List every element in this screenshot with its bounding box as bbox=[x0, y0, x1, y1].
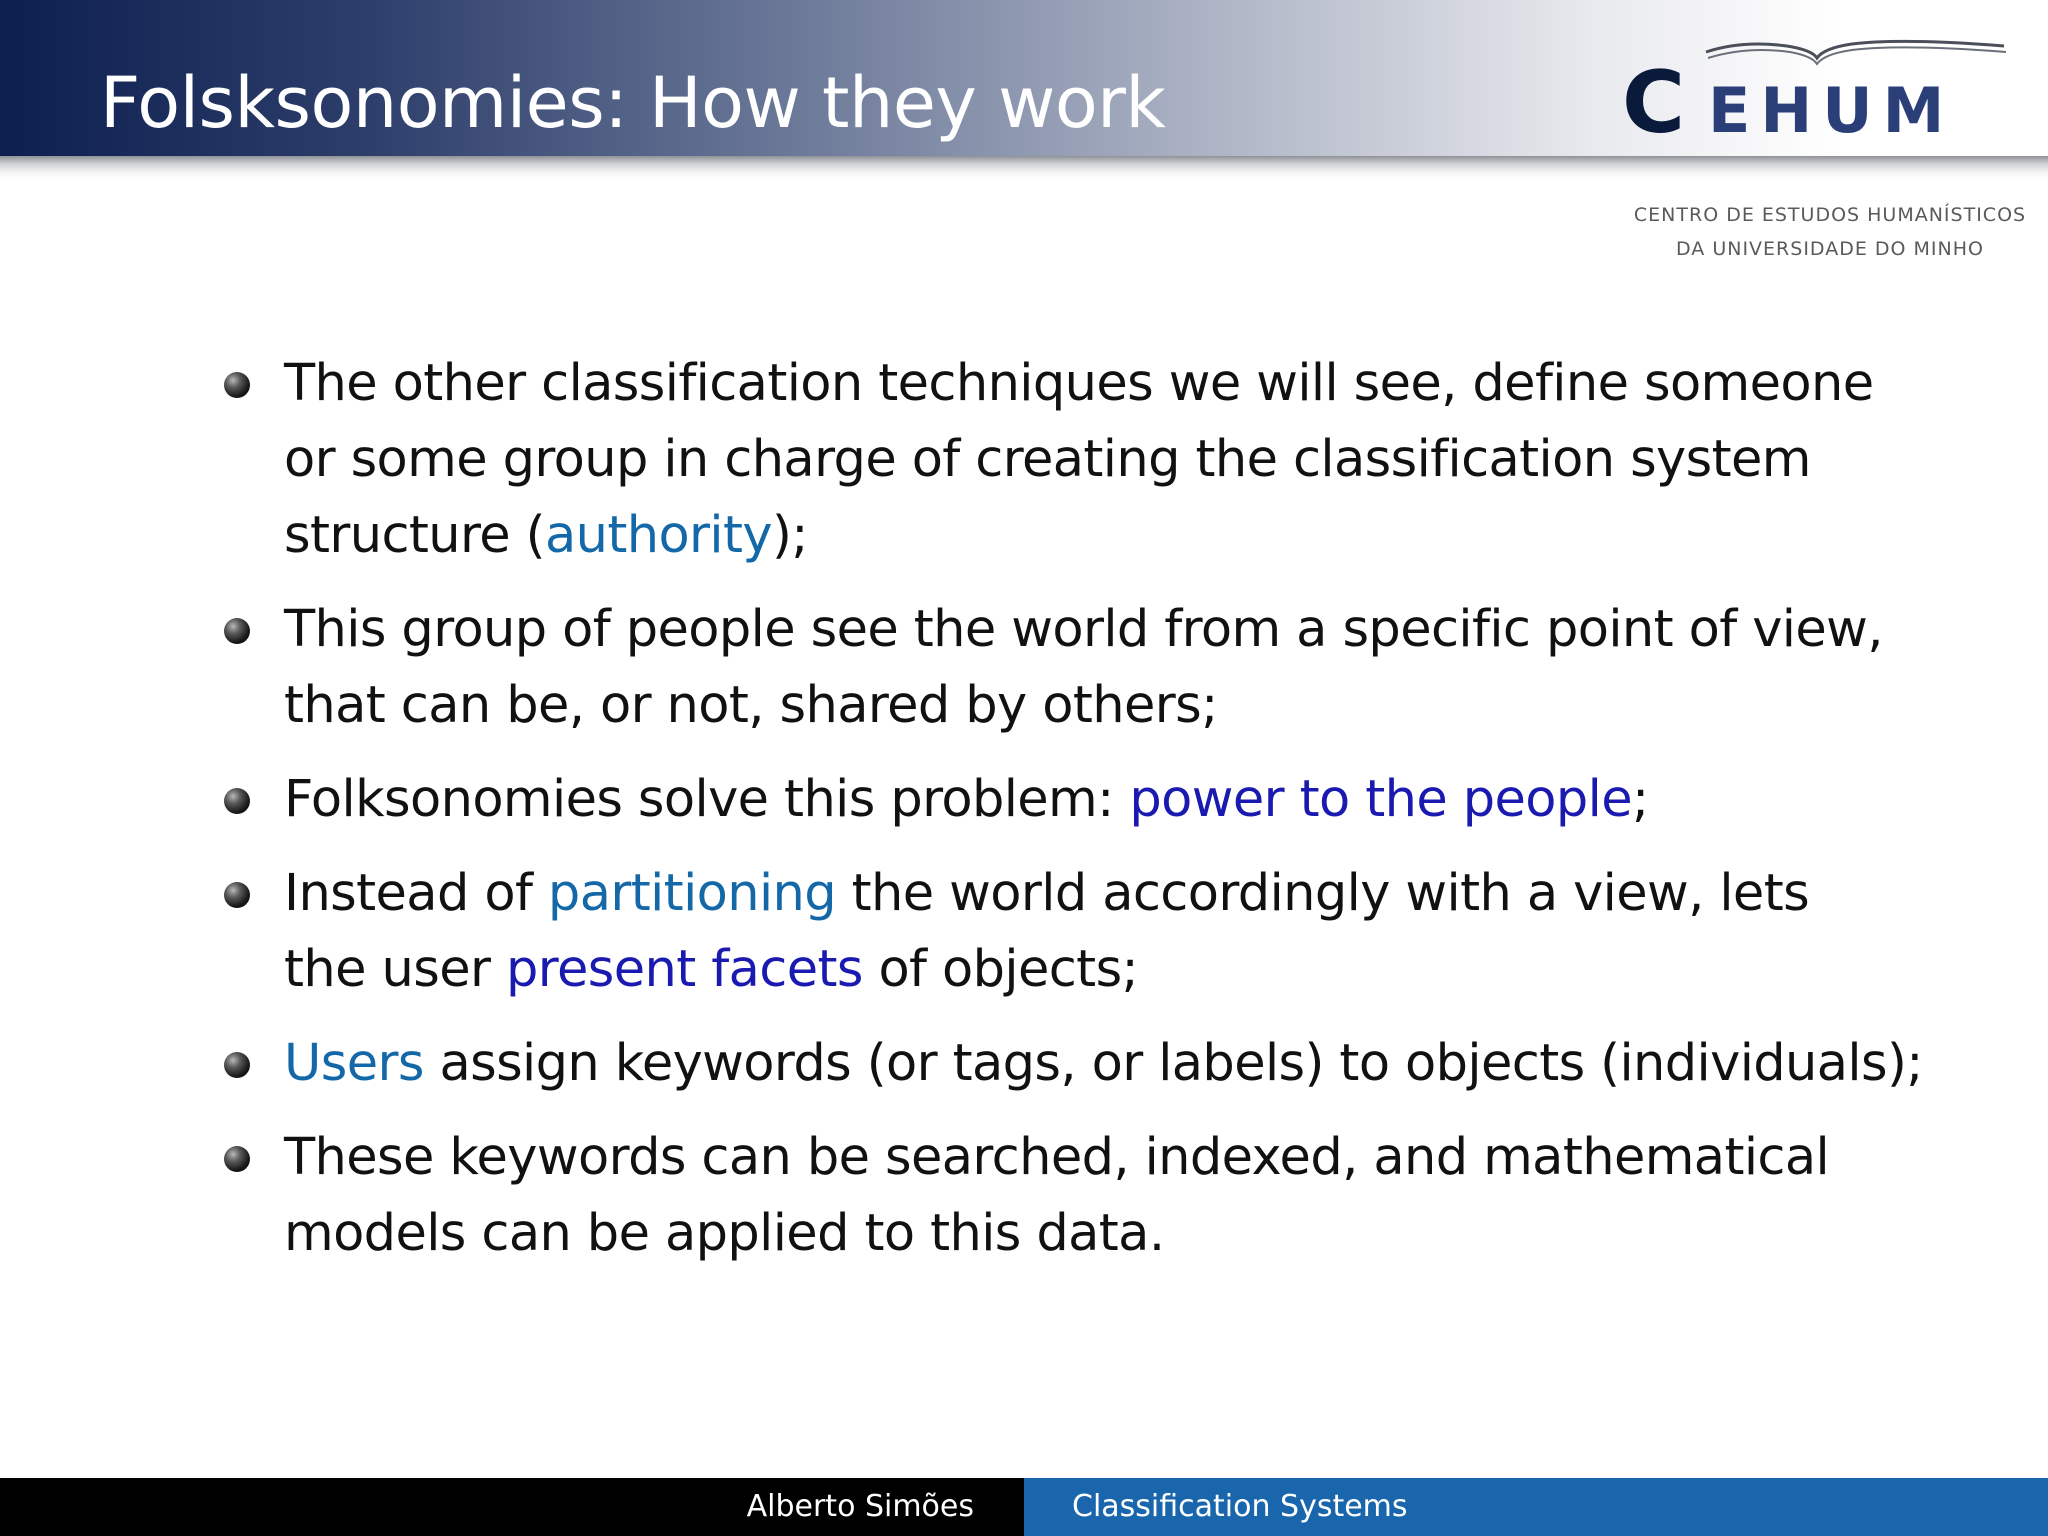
bullet-marker-icon bbox=[224, 372, 250, 398]
bullet-item bbox=[224, 592, 1904, 744]
bullet-text: Instead of bbox=[284, 864, 548, 923]
bullet-line bbox=[284, 422, 1904, 498]
bullet-text: The other classification techniques we will see, define someone bbox=[284, 354, 1874, 413]
footer-author: Alberto Simões bbox=[746, 1489, 974, 1524]
bullet-line bbox=[284, 856, 1904, 932]
bullet-line bbox=[284, 498, 1904, 574]
bullet-line bbox=[284, 668, 1904, 744]
footer-left-panel bbox=[0, 1478, 1024, 1536]
bullet-list bbox=[224, 346, 1923, 1290]
highlighted-term: power to the people bbox=[1129, 770, 1632, 829]
footer-right-panel bbox=[1024, 1478, 2048, 1536]
bullet-text: that can be, or not, shared by others; bbox=[284, 676, 1218, 735]
logo-letters: EHUM bbox=[1708, 74, 1955, 146]
bullet-line bbox=[284, 762, 1904, 838]
bullet-line bbox=[284, 1196, 1904, 1272]
bullet-text: structure ( bbox=[284, 506, 545, 565]
bullet-text: This group of people see the world from a specific point of view, bbox=[284, 600, 1883, 659]
institution-line-2: DA UNIVERSIDADE DO MINHO bbox=[1676, 238, 1984, 260]
bullet-marker-icon bbox=[224, 1146, 250, 1172]
slide-title: Folsksonomies: How they work bbox=[100, 62, 1166, 144]
bullet-line bbox=[284, 1120, 1904, 1196]
cehum-logo bbox=[1612, 36, 2012, 146]
bullet-text: assign keywords (or tags, or labels) to objects (individuals); bbox=[423, 1034, 1923, 1093]
institution-name bbox=[1620, 198, 2040, 266]
bullet-line bbox=[284, 592, 1904, 668]
bullet-item bbox=[224, 346, 1904, 574]
bullet-line bbox=[284, 932, 1904, 1008]
highlighted-term: present facets bbox=[505, 940, 863, 999]
footer bbox=[0, 1478, 2048, 1536]
bullet-marker-icon bbox=[224, 1052, 250, 1078]
header-shadow bbox=[0, 156, 2048, 178]
footer-course-title: Classification Systems bbox=[1072, 1489, 1408, 1524]
highlighted-term: authority bbox=[544, 506, 772, 565]
bullet-text: or some group in charge of creating the classification system bbox=[284, 430, 1811, 489]
bullet-item bbox=[224, 762, 1904, 838]
bullet-text: models can be applied to this data. bbox=[284, 1204, 1165, 1263]
bullet-line bbox=[284, 346, 1904, 422]
bullet-text: of objects; bbox=[862, 940, 1139, 999]
logo-letter-c: C bbox=[1622, 53, 1686, 146]
cehum-logo-graphic bbox=[1612, 36, 2012, 146]
bullet-marker-icon bbox=[224, 788, 250, 814]
bullet-item bbox=[224, 1120, 1904, 1272]
bullet-item bbox=[224, 856, 1904, 1008]
bullet-text: the user bbox=[284, 940, 506, 999]
institution-line-1: CENTRO DE ESTUDOS HUMANÍSTICOS bbox=[1633, 204, 2027, 226]
bullet-text: ); bbox=[771, 506, 808, 565]
bullet-text: Folksonomies solve this problem: bbox=[284, 770, 1130, 829]
bullet-item bbox=[224, 1026, 1923, 1102]
bullet-text: These keywords can be searched, indexed, and mathematical bbox=[284, 1128, 1830, 1187]
bullet-marker-icon bbox=[224, 882, 250, 908]
bullet-line bbox=[284, 1026, 1923, 1102]
bullet-marker-icon bbox=[224, 618, 250, 644]
highlighted-term: partitioning bbox=[547, 864, 837, 923]
bullet-text: ; bbox=[1631, 770, 1649, 829]
highlighted-term: Users bbox=[284, 1034, 424, 1093]
bullet-text: the world accordingly with a view, lets bbox=[836, 864, 1810, 923]
